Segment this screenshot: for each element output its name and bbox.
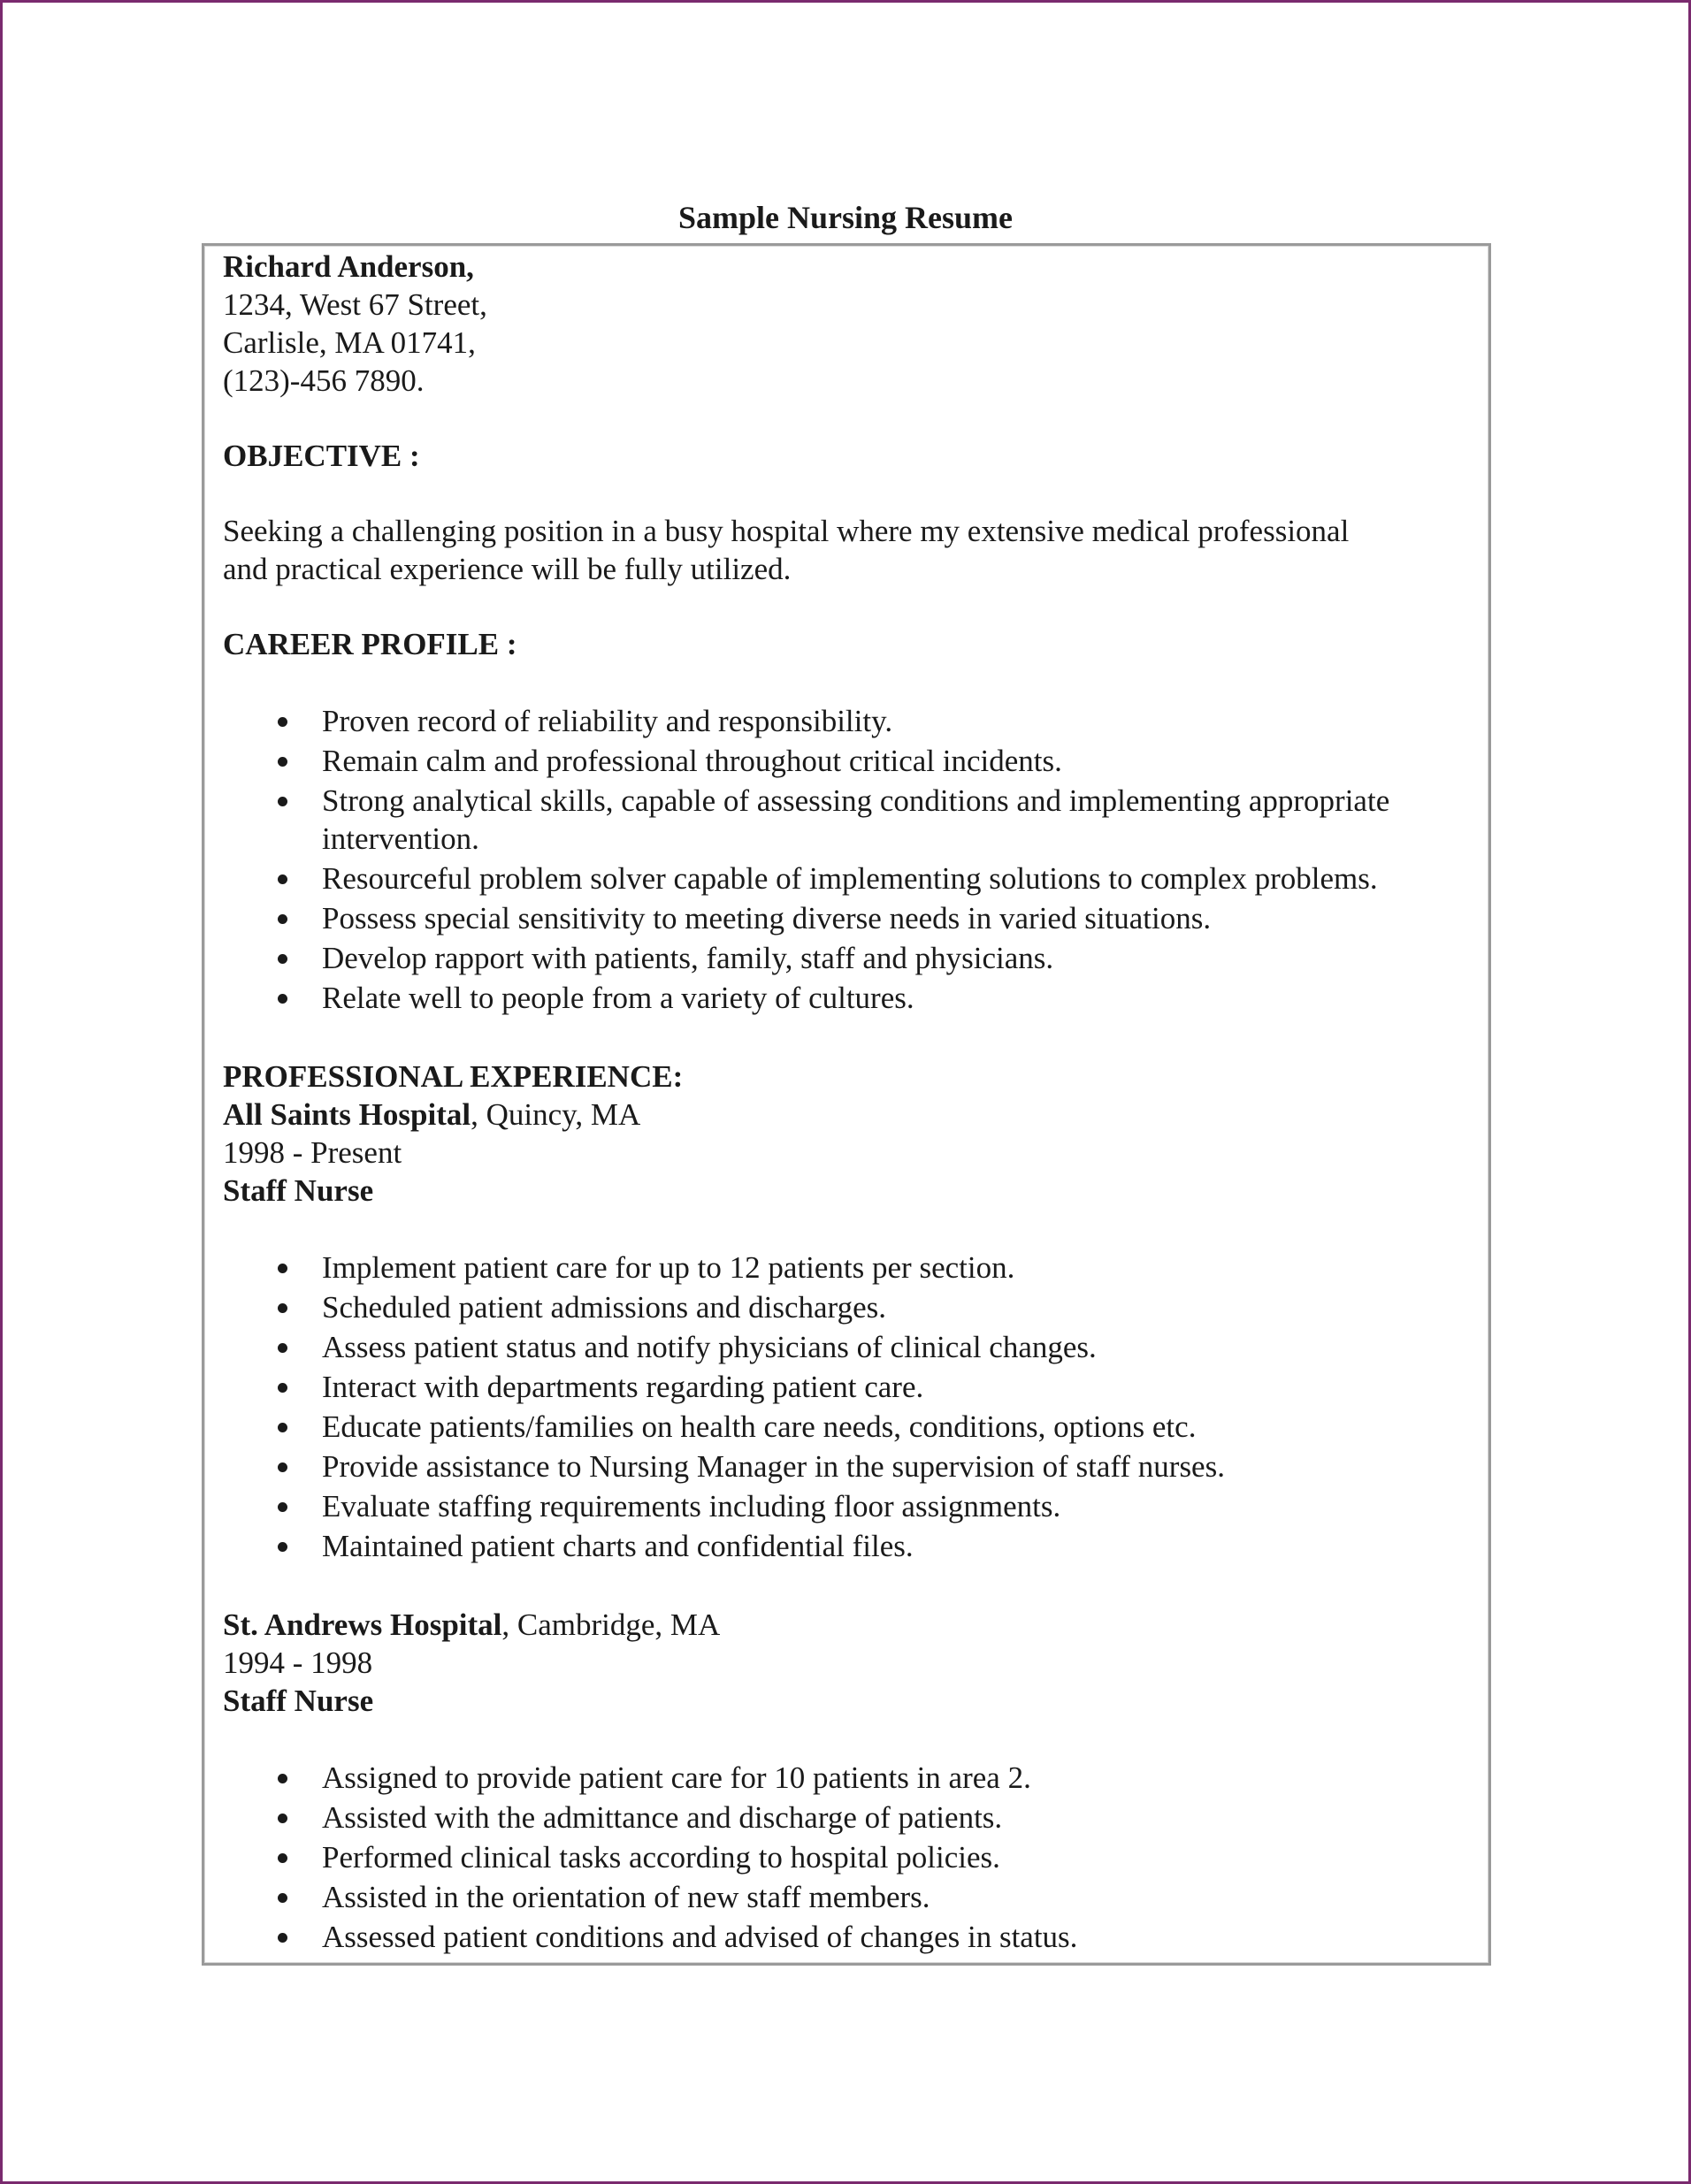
objective-line-2: and practical experience will be fully utilized. (223, 552, 792, 586)
job-duties-list (223, 1249, 1479, 1565)
bullet-icon (278, 1343, 287, 1353)
bullet-icon (278, 1264, 287, 1273)
career-profile-list (223, 702, 1479, 1017)
list-item: Assess patient status and notify physicians of clinical changes. (223, 1328, 1479, 1366)
job-employer-line (223, 1096, 1479, 1134)
job-role: Staff Nurse (223, 1173, 374, 1208)
bullet-icon (278, 1853, 287, 1863)
candidate-name: Richard Anderson, (223, 249, 474, 284)
bullet-icon (278, 797, 287, 806)
bullet-icon (278, 914, 287, 924)
address-line-2: Carlisle, MA 01741, (223, 325, 476, 360)
list-item: Assisted in the orientation of new staff members. (223, 1878, 1479, 1916)
list-item: Assessed patient conditions and advised of changes in status. (223, 1918, 1479, 1956)
career-profile-heading: CAREER PROFILE : (223, 627, 517, 661)
bullet-icon (278, 717, 287, 727)
list-item: Performed clinical tasks according to hospital policies. (223, 1838, 1479, 1876)
job-dates: 1994 - 1998 (223, 1646, 373, 1680)
list-item: Interact with departments regarding patient care. (223, 1368, 1479, 1406)
employer-name: St. Andrews Hospital (223, 1607, 502, 1642)
list-item: Relate well to people from a variety of cultures. (223, 979, 1479, 1017)
list-item: Assigned to provide patient care for 10 patients in area 2. (223, 1759, 1479, 1797)
list-item: Develop rapport with patients, family, staff and physicians. (223, 939, 1479, 977)
bullet-icon (278, 1502, 287, 1512)
bullet-icon (278, 757, 287, 767)
job-duties-list (223, 1759, 1479, 1956)
list-item: Resourceful problem solver capable of implementing solutions to complex problems. (223, 859, 1479, 897)
list-item: Remain calm and professional throughout critical incidents. (223, 742, 1479, 780)
list-item: Scheduled patient admissions and discharges. (223, 1288, 1479, 1326)
list-item: Provide assistance to Nursing Manager in the supervision of staff nurses. (223, 1447, 1479, 1485)
phone-number: (123)-456 7890. (223, 363, 425, 398)
bullet-icon (278, 874, 287, 884)
employer-location: , Quincy, MA (471, 1097, 641, 1132)
bullet-icon (278, 954, 287, 964)
bullet-icon (278, 1303, 287, 1313)
bullet-icon (278, 1383, 287, 1393)
bullet-icon (278, 994, 287, 1004)
job-employer-line (223, 1606, 1479, 1644)
job-dates: 1998 - Present (223, 1135, 402, 1170)
bullet-icon (278, 1814, 287, 1823)
employer-name: All Saints Hospital (223, 1097, 471, 1132)
bullet-icon (278, 1893, 287, 1903)
list-item: Proven record of reliability and responsibility. (223, 702, 1479, 740)
bullet-icon (278, 1933, 287, 1943)
list-item: Evaluate staffing requirements including floor assignments. (223, 1487, 1479, 1525)
bullet-icon (278, 1774, 287, 1783)
job-role: Staff Nurse (223, 1684, 374, 1718)
list-item: Strong analytical skills, capable of assessing conditions and implementing appropriate intervention. (223, 782, 1479, 858)
list-item: Possess special sensitivity to meeting diverse needs in varied situations. (223, 899, 1479, 937)
objective-line-1: Seeking a challenging position in a busy hospital where my extensive medical professional (223, 514, 1350, 548)
experience-heading: PROFESSIONAL EXPERIENCE: (223, 1059, 684, 1094)
address-line-1: 1234, West 67 Street, (223, 287, 487, 322)
list-item: Maintained patient charts and confidential files. (223, 1527, 1479, 1565)
bullet-icon (278, 1462, 287, 1472)
bullet-icon (278, 1542, 287, 1552)
resume-content (223, 248, 1479, 1958)
bullet-icon (278, 1423, 287, 1432)
list-item: Assisted with the admittance and discharge of patients. (223, 1798, 1479, 1837)
employer-location: , Cambridge, MA (501, 1607, 721, 1642)
list-item: Implement patient care for up to 12 patients per section. (223, 1249, 1479, 1287)
document-title: Sample Nursing Resume (677, 200, 1014, 235)
list-item: Educate patients/families on health care needs, conditions, options etc. (223, 1408, 1479, 1446)
objective-heading: OBJECTIVE : (223, 439, 420, 473)
